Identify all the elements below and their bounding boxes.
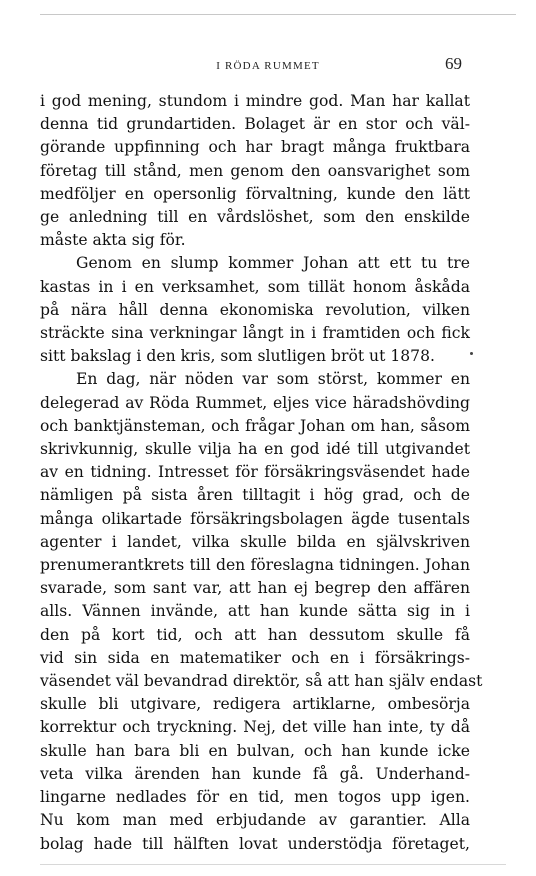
text-line: vid sin sida en matematiker och en i försäkrings- bbox=[40, 648, 470, 667]
text-line: bolag hade till hälften lovat understödja företaget, bbox=[40, 834, 470, 853]
text-line: skulle han bara bli en bulvan, och han kunde icke bbox=[40, 741, 470, 760]
text-line: En dag, när nöden var som störst, kommer en bbox=[76, 370, 470, 389]
stray-print-mark bbox=[470, 352, 473, 355]
text-line: i god mening, stundom i mindre god. Man har kallat bbox=[40, 92, 470, 110]
text-line: sträckte sina verkningar långt in i framtiden och fick bbox=[40, 324, 470, 343]
text-line: skrivkunnig, skulle vilja ha en god idé till utgivandet bbox=[40, 440, 470, 459]
text-line: måste akta sig för. bbox=[40, 231, 186, 250]
text-line: alls. Vännen invände, att han kunde sätta sig in i bbox=[40, 602, 470, 621]
page-number: 69 bbox=[445, 54, 462, 73]
text-line: nämligen på sista åren tilltagit i hög grad, och de bbox=[40, 486, 470, 505]
text-line: svarade, som sant var, att han ej begrep den affären bbox=[40, 579, 470, 598]
text-line: veta vilka ärenden han kunde få gå. Underhand- bbox=[40, 764, 470, 783]
text-line: lingarne nedlades för en tid, men togos upp igen. bbox=[40, 788, 470, 807]
text-line: denna tid grundartiden. Bolaget är en stor och väl- bbox=[40, 115, 470, 134]
text-line: sitt bakslag i den kris, som slutligen bröt ut 1878. bbox=[40, 347, 435, 366]
text-line: delegerad av Röda Rummet, eljes vice häradshövding bbox=[40, 393, 470, 412]
running-head: I RÖDA RUMMET bbox=[216, 60, 320, 72]
body-text bbox=[40, 90, 483, 856]
text-line: många olikartade försäkringsbolagen ägde tusentals bbox=[40, 509, 470, 528]
text-line: och banktjänsteman, och frågar Johan om han, såsom bbox=[40, 416, 470, 435]
text-line: medföljer en opersonlig förvaltning, kunde den lätt bbox=[40, 184, 470, 203]
text-line: prenumerantkrets till den föreslagna tidningen. Johan bbox=[40, 556, 470, 575]
text-line: väsendet väl bevandrad direktör, så att han själv endast bbox=[40, 672, 483, 691]
text-line: agenter i landet, vilka skulle bilda en självskriven bbox=[40, 532, 470, 551]
text-line: ge anledning till en vårdslöshet, som den enskilde bbox=[40, 208, 470, 227]
text-line: den på kort tid, och att han dessutom skulle få bbox=[40, 625, 470, 644]
paragraph bbox=[40, 368, 483, 855]
paragraph bbox=[40, 252, 470, 368]
text-line: Genom en slump kommer Johan att ett tu tre bbox=[76, 254, 470, 273]
text-line: görande uppfinning och har bragt många fruktbara bbox=[40, 138, 470, 157]
paragraph bbox=[40, 90, 470, 252]
text-line: skulle bli utgivare, redigera artiklarne, ombesörja bbox=[40, 695, 470, 714]
text-line: på nära håll denna ekonomiska revolution, vilken bbox=[40, 300, 470, 319]
text-line: Nu kom man med erbjudande av garantier. Alla bbox=[40, 811, 470, 830]
text-line: företag till stånd, men genom den oansvarighet som bbox=[40, 161, 470, 180]
top-edge-rule bbox=[40, 14, 516, 15]
text-line: korrektur och tryckning. Nej, det ville han inte, ty då bbox=[40, 718, 470, 737]
text-line: av en tidning. Intresset för försäkringsväsendet hade bbox=[40, 463, 470, 482]
bottom-edge-rule bbox=[40, 864, 506, 865]
text-line: kastas in i en verksamhet, som tillät honom åskåda bbox=[40, 277, 470, 296]
